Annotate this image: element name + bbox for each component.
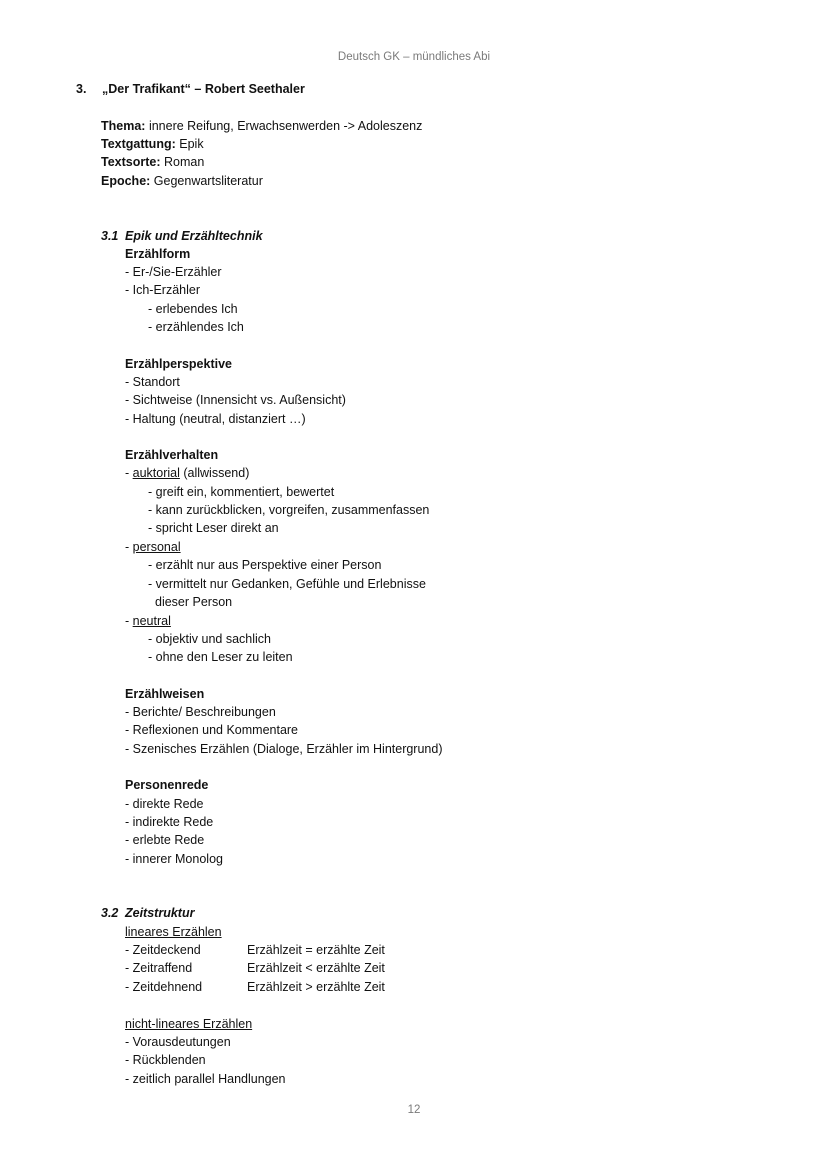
erzaehlverhalten-heading: Erzählverhalten — [125, 448, 219, 462]
list-item: - direkte Rede — [125, 797, 204, 811]
personenrede-heading: Personenrede — [125, 778, 209, 792]
personal-item: - personal — [125, 540, 181, 554]
chapter-title — [76, 81, 305, 97]
nicht-lineares-erzaehlen-heading: nicht-lineares Erzählen — [125, 1017, 253, 1031]
list-item: - Sichtweise (Innensicht vs. Außensicht) — [125, 393, 346, 407]
list-item: - innerer Monolog — [125, 852, 223, 866]
chapter-title-text: „Der Trafikant“ – Robert Seethaler — [102, 82, 305, 96]
list-item: - indirekte Rede — [125, 815, 214, 829]
sub-list-item-continuation: dieser Person — [155, 595, 233, 609]
meta-epoche: Epoche: Gegenwartsliteratur — [101, 174, 263, 188]
neutral-item: - neutral — [125, 614, 171, 628]
list-item: - Haltung (neutral, distanziert …) — [125, 412, 306, 426]
list-item: - zeitlich parallel Handlungen — [125, 1072, 286, 1086]
zeit-row-term: - Zeitdeckend — [125, 943, 201, 957]
auktorial-term: auktorial — [132, 466, 180, 480]
erzaehlperspektive-heading: Erzählperspektive — [125, 357, 232, 371]
list-item: - Vorausdeutungen — [125, 1035, 231, 1049]
chapter-number: 3. — [76, 82, 87, 96]
list-item: - Reflexionen und Kommentare — [125, 723, 299, 737]
meta-thema: Thema: innere Reifung, Erwachsenwerden -> Adoleszenz — [101, 119, 423, 133]
zeit-row-term: - Zeitraffend — [125, 961, 193, 975]
sub-list-item: - erzählendes Ich — [148, 320, 244, 334]
zeit-row-def: Erzählzeit > erzählte Zeit — [247, 980, 385, 994]
sub-list-item: - objektiv und sachlich — [148, 632, 271, 646]
list-item: - Rückblenden — [125, 1053, 206, 1067]
list-item: - Er-/Sie-Erzähler — [125, 265, 222, 279]
sub-list-item: - ohne den Leser zu leiten — [148, 650, 293, 664]
meta-textgattung: Textgattung: Epik — [101, 137, 204, 151]
section-3-2-title: 3.2 Zeitstruktur — [101, 906, 195, 920]
erzaehlweisen-heading: Erzählweisen — [125, 687, 205, 701]
erzaehlform-heading: Erzählform — [125, 247, 191, 261]
list-item: - Berichte/ Beschreibungen — [125, 705, 276, 719]
lineares-erzaehlen-heading: lineares Erzählen — [125, 925, 222, 939]
page-number: 12 — [407, 1104, 421, 1116]
sub-list-item: - erlebendes Ich — [148, 302, 238, 316]
list-item: - Ich-Erzähler — [125, 283, 201, 297]
sub-list-item: - vermittelt nur Gedanken, Gefühle und Erlebnisse — [148, 577, 426, 591]
sub-list-item: - greift ein, kommentiert, bewertet — [148, 485, 335, 499]
zeit-row-term: - Zeitdehnend — [125, 980, 203, 994]
personal-term: personal — [132, 540, 181, 554]
sub-list-item: - spricht Leser direkt an — [148, 521, 279, 535]
zeit-row-def: Erzählzeit < erzählte Zeit — [247, 961, 385, 975]
section-3-1-title: 3.1 Epik und Erzähltechnik — [101, 229, 263, 243]
page-header: Deutsch GK – mündliches Abi — [337, 51, 491, 63]
zeit-row-def: Erzählzeit = erzählte Zeit — [247, 943, 385, 957]
neutral-term: neutral — [132, 614, 171, 628]
meta-textsorte: Textsorte: Roman — [101, 155, 205, 169]
auktorial-item: - auktorial (allwissend) — [125, 466, 250, 480]
sub-list-item: - erzählt nur aus Perspektive einer Person — [148, 558, 382, 572]
list-item: - erlebte Rede — [125, 833, 205, 847]
sub-list-item: - kann zurückblicken, vorgreifen, zusammenfassen — [148, 503, 430, 517]
list-item: - Szenisches Erzählen (Dialoge, Erzähler im Hintergrund) — [125, 742, 443, 756]
list-item: - Standort — [125, 375, 180, 389]
